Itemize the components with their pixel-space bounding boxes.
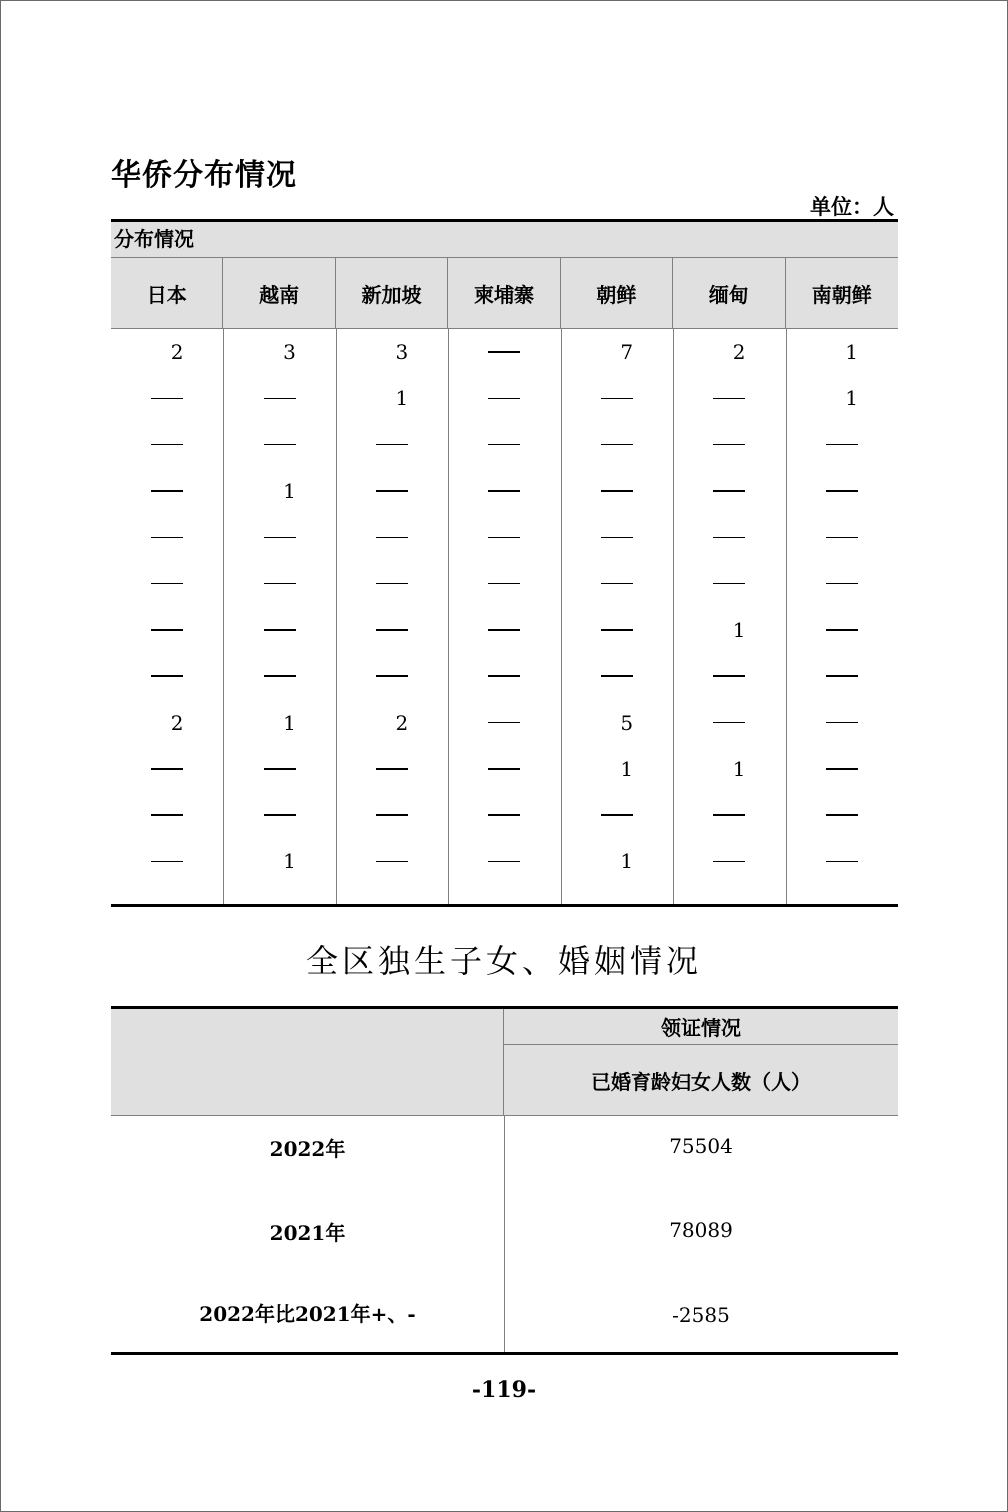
table-cell [336,422,448,468]
table-cell [111,746,223,792]
dash-mark [713,583,745,585]
row-value: 78089 [669,1218,733,1242]
table-cell [561,514,673,560]
dash-mark [488,768,520,770]
dash-mark [488,444,520,446]
table-cell: 5 [620,710,634,735]
table-cell [786,514,898,560]
table-cell [448,375,560,421]
column-divider [673,329,674,904]
dash-mark [151,675,183,677]
page-number: -119- [471,1377,537,1403]
dash-mark [601,537,633,539]
dash-mark [488,583,520,585]
section-title-overseas-chinese: 华侨分布情况 [111,158,297,193]
dash-mark [376,444,408,446]
table-cell [223,560,335,606]
dash-mark [151,629,183,631]
dash-mark [826,629,858,631]
table-cell [111,653,223,699]
table-cell [223,607,335,653]
dash-mark [376,583,408,585]
dash-mark [151,444,183,446]
table-row [111,560,898,606]
dash-mark [713,722,745,724]
unit-label: 单位：人 [810,194,894,219]
table-cell [448,838,560,884]
row-label: 2022年比2021年+、- [199,1302,416,1326]
dash-mark [488,722,520,724]
dash-mark [601,675,633,677]
col-header-myanmar: 缅甸 [673,258,785,328]
column-divider [786,329,787,904]
table-body [111,1116,898,1355]
table-cell: 3 [283,340,296,365]
table-cell [673,514,785,560]
table-cell [561,422,673,468]
dash-mark [151,768,183,770]
table-cell [786,699,898,745]
dash-mark [826,768,858,770]
table-cell [673,375,785,421]
row-value: -2585 [672,1303,730,1327]
table-cell [786,838,898,884]
table-row [111,746,898,792]
table-cell [448,422,560,468]
table-row [111,468,898,514]
table-row [111,514,898,560]
table-body [111,329,898,907]
table-cell: 2 [170,710,184,735]
table-row [111,838,898,884]
table-cell [223,514,335,560]
table-cell: 1 [845,386,858,411]
dash-mark [376,861,408,863]
table-cell [561,653,673,699]
table-cell [786,792,898,838]
table-row [111,375,898,421]
table-cell [111,607,223,653]
table-cell [673,468,785,514]
row-label: 2021年 [269,1221,346,1245]
row-value: 75504 [669,1134,733,1158]
table-cell [336,746,448,792]
table-row [111,1131,898,1161]
dash-mark [376,629,408,631]
dash-mark [488,351,520,353]
dash-mark [488,398,520,400]
table-cell: 3 [395,340,409,365]
table-cell [448,329,560,375]
dash-mark [488,675,520,677]
table-row [111,422,898,468]
dash-mark [826,583,858,585]
table-cell: 2 [395,710,409,735]
table-cell [561,375,673,421]
table-cell [673,792,785,838]
table-cell [111,375,223,421]
dash-mark [264,629,296,631]
table-cell: 1 [845,340,858,365]
col-header-japan: 日本 [111,258,223,328]
dash-mark [376,490,408,492]
table-header-row [111,258,898,329]
dash-mark [264,583,296,585]
dash-mark [376,814,408,816]
dash-mark [601,490,633,492]
section-title-marriage: 全区独生子女、婚姻情况 [305,942,702,980]
table-cell [336,838,448,884]
dash-mark [264,814,296,816]
table-cell: 1 [283,479,296,504]
table-cell [111,838,223,884]
group-header-distribution: 分布情况 [111,222,898,258]
table-cell: 1 [620,756,634,781]
dash-mark [713,861,745,863]
table-cell [111,422,223,468]
dash-mark [488,861,520,863]
table-row [111,699,898,745]
col-header-south-korea: 南朝鲜 [811,282,872,307]
table-cell: 1 [620,849,634,874]
dash-mark [713,490,745,492]
table-row [111,1215,898,1245]
table-cell: 1 [283,849,296,874]
table-cell [786,607,898,653]
table-cell [448,699,560,745]
dash-mark [264,398,296,400]
dash-mark [601,814,633,816]
dash-mark [264,675,296,677]
table-row [111,607,898,653]
header-blank-cell [111,1009,504,1115]
table-cell: 1 [732,617,746,642]
dash-mark [713,814,745,816]
dash-mark [376,537,408,539]
dash-mark [376,768,408,770]
dash-mark [826,490,858,492]
dash-mark [151,814,183,816]
table-row [111,329,898,375]
table-cell [561,607,673,653]
marriage-table [111,1006,898,1355]
table-cell: 2 [732,340,746,365]
table-cell [223,422,335,468]
dash-mark [601,583,633,585]
table-cell [336,560,448,606]
table-cell [561,560,673,606]
dash-mark [713,537,745,539]
table-cell: 2 [170,340,184,365]
table-cell [786,653,898,699]
dash-mark [713,444,745,446]
col-header-married-women: 已婚育龄妇女人数（人） [591,1069,811,1094]
table-cell [786,468,898,514]
table-cell [111,514,223,560]
table-cell [223,653,335,699]
overseas-chinese-table [111,219,898,907]
dash-mark [601,398,633,400]
table-row [111,653,898,699]
table-cell [673,838,785,884]
col-header-singapore: 新加坡 [336,258,448,328]
dash-mark [151,490,183,492]
dash-mark [264,444,296,446]
table-cell: 1 [283,710,296,735]
dash-mark [826,814,858,816]
table-cell [561,468,673,514]
table-cell [561,792,673,838]
table-cell [673,422,785,468]
table-cell [673,653,785,699]
table-cell [448,514,560,560]
dash-mark [151,583,183,585]
dash-mark [488,537,520,539]
table-cell [111,468,223,514]
dash-mark [151,537,183,539]
table-cell [448,792,560,838]
dash-mark [488,490,520,492]
table-cell [223,746,335,792]
dash-mark [151,861,183,863]
dash-mark [826,444,858,446]
dash-mark [264,768,296,770]
dash-mark [826,722,858,724]
column-divider [336,329,337,904]
table-cell [448,653,560,699]
table-cell [336,514,448,560]
table-cell [336,653,448,699]
table-cell [786,746,898,792]
table-cell [673,699,785,745]
dash-mark [264,537,296,539]
table-cell [111,792,223,838]
dash-mark [488,629,520,631]
table-cell [448,607,560,653]
dash-mark [151,398,183,400]
table-cell [448,746,560,792]
table-cell [786,560,898,606]
column-divider [448,329,449,904]
dash-mark [601,629,633,631]
table-header-row [111,1009,898,1116]
col-header-cambodia: 柬埔寨 [448,258,560,328]
table-cell [336,792,448,838]
table-cell [223,375,335,421]
table-cell: 1 [395,386,409,411]
column-divider [561,329,562,904]
table-cell [673,560,785,606]
dash-mark [826,861,858,863]
group-header-license: 领证情况 [504,1009,898,1045]
dash-mark [376,675,408,677]
table-cell [111,560,223,606]
table-cell: 1 [732,756,746,781]
dash-mark [601,444,633,446]
col-header-north-korea: 朝鲜 [561,258,673,328]
dash-mark [826,537,858,539]
table-row [111,1300,898,1330]
col-header-vietnam: 越南 [223,258,335,328]
table-cell [336,607,448,653]
dash-mark [713,398,745,400]
table-cell [448,560,560,606]
table-cell [223,792,335,838]
dash-mark [826,675,858,677]
dash-mark [488,814,520,816]
dash-mark [713,675,745,677]
table-cell [448,468,560,514]
table-cell: 7 [620,340,634,365]
column-divider [223,329,224,904]
table-row [111,792,898,838]
row-label: 2022年 [269,1137,346,1161]
table-cell [786,422,898,468]
table-cell [336,468,448,514]
